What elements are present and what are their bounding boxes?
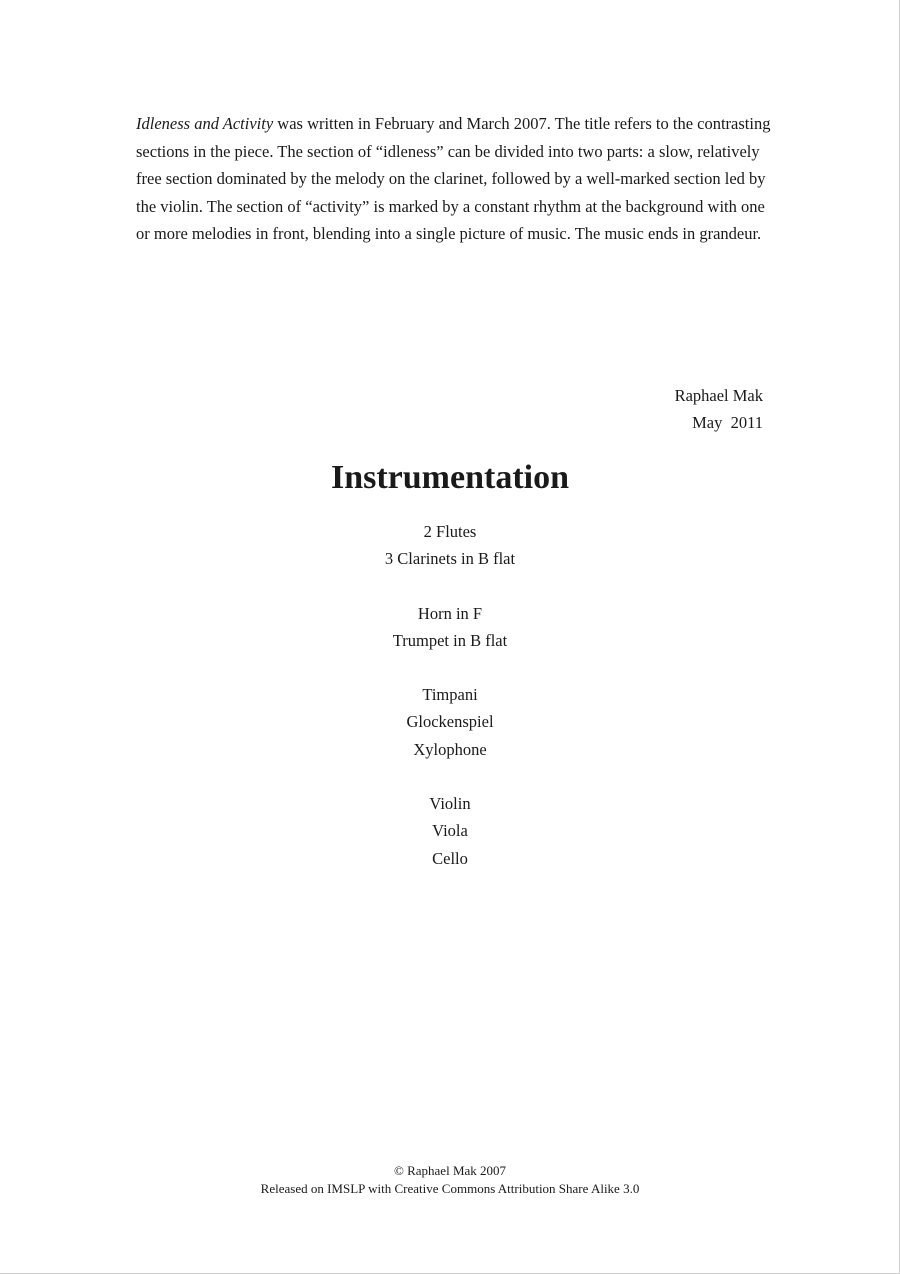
instrument-item: Horn in F <box>417 603 483 623</box>
instrument-item: 2 Flutes <box>423 522 477 541</box>
signature <box>675 382 763 436</box>
instrument-list <box>0 518 900 899</box>
instrumentation-heading: Instrumentation <box>330 459 570 496</box>
signature-date: May 2011 <box>692 413 763 432</box>
instrument-group-woodwinds <box>0 518 900 573</box>
copyright-line: © Raphael Mak 2007 <box>393 1163 507 1178</box>
program-note <box>136 110 776 248</box>
footer <box>0 1162 900 1198</box>
instrument-item: Xylophone <box>413 739 487 759</box>
instrument-item: Glockenspiel <box>406 712 494 732</box>
instrument-item: Cello <box>432 848 468 868</box>
instrument-item: Violin <box>429 794 471 814</box>
instrument-item: Timpani <box>422 685 478 705</box>
program-note-text: was written in February and March 2007. The title refers to the contrasting sections in the piece. The section of “idleness” can be divided into two parts: a slow, relatively free section dominated by the melody on the clarinet, followed by a well-marked section led by the violin. The section of “activity” is marked by a constant rhythm at the background with one or more melodies in front, blending into a single picture of music. The music ends in grandeur. <box>136 114 771 244</box>
author-name: Raphael Mak <box>674 386 763 405</box>
instrument-group-percussion <box>0 681 900 763</box>
instrument-item: 3 Clarinets in B flat <box>384 549 516 569</box>
instrument-item: Viola <box>432 821 468 841</box>
instrument-group-strings <box>0 790 900 872</box>
license-line: Released on IMSLP with Creative Commons Attribution Share Alike 3.0 <box>260 1181 640 1196</box>
instrument-item: Trumpet in B flat <box>392 630 508 650</box>
work-title: Idleness and Activity <box>136 114 274 133</box>
instrument-group-brass <box>0 600 900 655</box>
